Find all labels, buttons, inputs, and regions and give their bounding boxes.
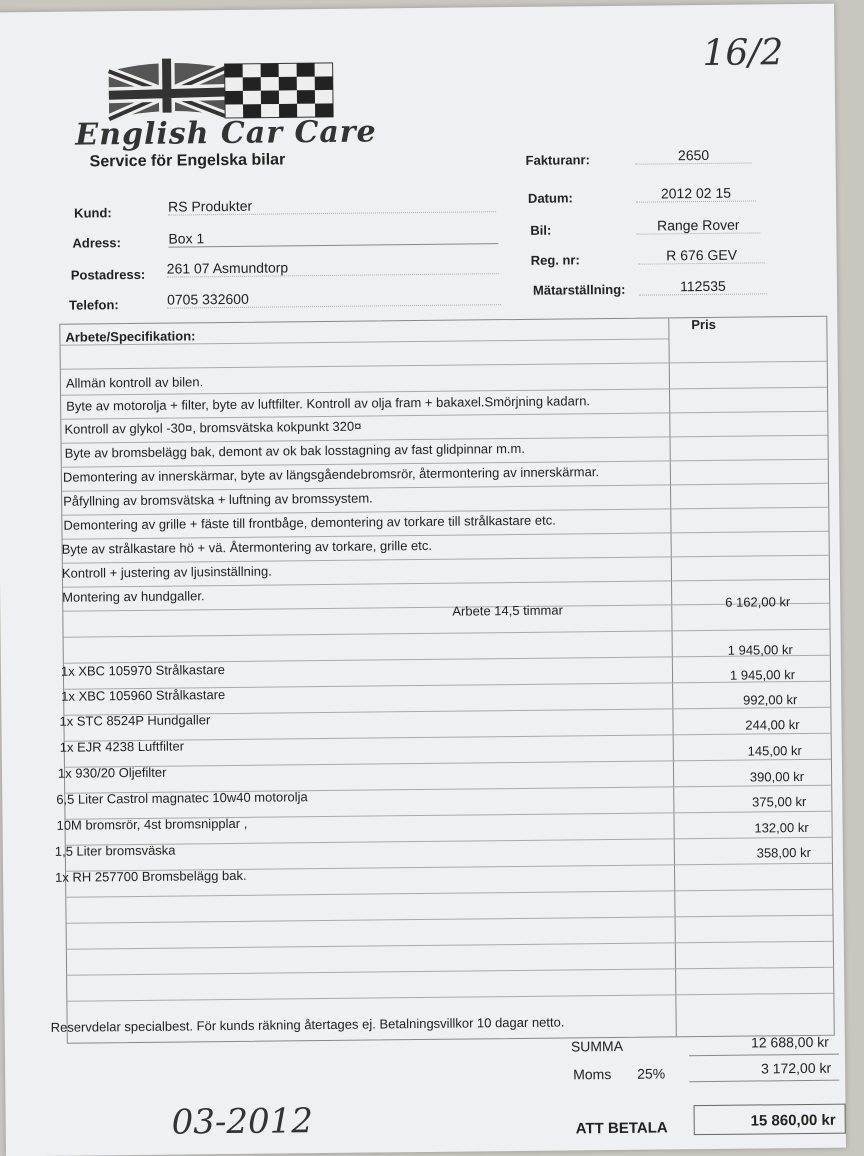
- moms-value: 3 172,00 kr: [760, 1059, 832, 1077]
- logo-name: English Car Care: [75, 114, 377, 153]
- work-line: Byte av motorolja + filter, byte av luftfilter. Kontroll av olja fram + bakaxel.Smörjning kadarn.: [66, 393, 591, 414]
- work-line: Påfyllning av bromsvätska + luftning av bromssystem.: [63, 490, 373, 509]
- regnr-value: R 676 GEV: [639, 246, 765, 264]
- kund-label: Kund:: [74, 205, 112, 221]
- postadress-value: 261 07 Asmundtorp: [167, 257, 499, 277]
- moms-label: Moms: [573, 1066, 612, 1083]
- kund-value: RS Produkter: [168, 195, 496, 215]
- part-desc: 1x XBC 105960 Strålkastare: [61, 687, 226, 704]
- datum-label: Datum:: [527, 190, 573, 206]
- work-line: Montering av hundgaller.: [62, 588, 205, 605]
- work-line: Allmän kontroll av bilen.: [65, 374, 204, 391]
- telefon-value: 0705 332600: [167, 288, 501, 308]
- fakturanr-value: 2650: [635, 147, 751, 165]
- header-price: Pris: [691, 316, 716, 333]
- postadress-label: Postadress:: [70, 266, 146, 283]
- part-desc: 1x 930/20 Oljefilter: [57, 764, 167, 781]
- part-price: 375,00 kr: [752, 793, 807, 810]
- summa-value: 12 688,00 kr: [750, 1033, 829, 1051]
- matarstallning-value: 112535: [639, 277, 767, 295]
- work-line: Byte av bromsbelägg bak, demont av ok bak losstagning av fast glidpinnar m.m.: [64, 440, 526, 461]
- logo-tagline: Service för Engelska bilar: [89, 151, 286, 171]
- work-line: Kontroll + justering av ljusinställning.: [61, 563, 272, 581]
- work-line: Byte av strålkastare hö + vä. Återmontering av torkare, grille etc.: [61, 537, 433, 557]
- handwritten-date: 03-2012: [171, 1101, 314, 1143]
- part-price: 132,00 kr: [754, 819, 809, 836]
- labor-price: 6 162,00 kr: [725, 594, 791, 610]
- part-desc: 1,5 Liter bromsväska: [54, 842, 176, 859]
- handwritten-page-number: 16/2: [702, 32, 784, 75]
- part-desc: 10M bromsrör, 4st bromsnipplar ,: [56, 815, 248, 833]
- work-line: Kontroll av glykol -30¤, bromsvätska kokpunkt 320¤: [64, 418, 362, 437]
- part-price: 1 945,00 kr: [729, 667, 796, 683]
- invoice-paper: [0, 4, 846, 1156]
- adress-value: Box 1: [168, 227, 498, 247]
- work-line: Demontering av innerskärmar, byte av längsgåendebromsrör, återmontering av innerskärmar.: [62, 464, 600, 485]
- matarstallning-label: Mätarställning:: [532, 281, 626, 298]
- bil-value: Range Rover: [636, 216, 760, 234]
- att-betala-label: ATT BETALA: [575, 1119, 668, 1138]
- part-price: 992,00 kr: [742, 692, 798, 708]
- footer-note: Reservdelar specialbest. För kunds räkning återtages ej. Betalningsvillkor 10 dagar netto.: [50, 1014, 565, 1035]
- telefon-label: Telefon:: [69, 297, 119, 313]
- datum-value: 2012 02 15: [636, 184, 756, 202]
- part-price: 358,00 kr: [756, 844, 811, 861]
- part-desc: 1x XBC 105970 Strålkastare: [60, 662, 226, 679]
- part-desc: 6,5 Liter Castrol magnatec 10w40 motorolja: [56, 789, 308, 807]
- regnr-label: Reg. nr:: [530, 252, 580, 268]
- header-spec: Arbete/Specifikation:: [65, 328, 196, 345]
- moms-rate: 25%: [637, 1065, 666, 1082]
- part-desc: 1x EJR 4238 Luftfilter: [59, 738, 185, 755]
- fakturanr-label: Fakturanr:: [525, 152, 590, 168]
- part-desc: 1x RH 257700 Bromsbelägg bak.: [55, 867, 247, 885]
- part-price: 390,00 kr: [749, 768, 805, 785]
- adress-label: Adress:: [72, 235, 121, 251]
- part-desc: 1x STC 8524P Hundgaller: [59, 712, 211, 729]
- summa-label: SUMMA: [570, 1037, 624, 1055]
- part-price: 145,00 kr: [747, 743, 802, 759]
- part-price: 244,00 kr: [745, 717, 800, 733]
- part-price: 1 945,00 kr: [727, 642, 793, 658]
- work-line: Demontering av grille + fäste till frontbåge, demontering av torkare till strålkastare etc.: [63, 512, 556, 533]
- labor-text: Arbete 14,5 timmar: [452, 602, 563, 619]
- att-betala-value: 15 860,00 kr: [750, 1111, 836, 1130]
- bil-label: Bil:: [530, 222, 552, 238]
